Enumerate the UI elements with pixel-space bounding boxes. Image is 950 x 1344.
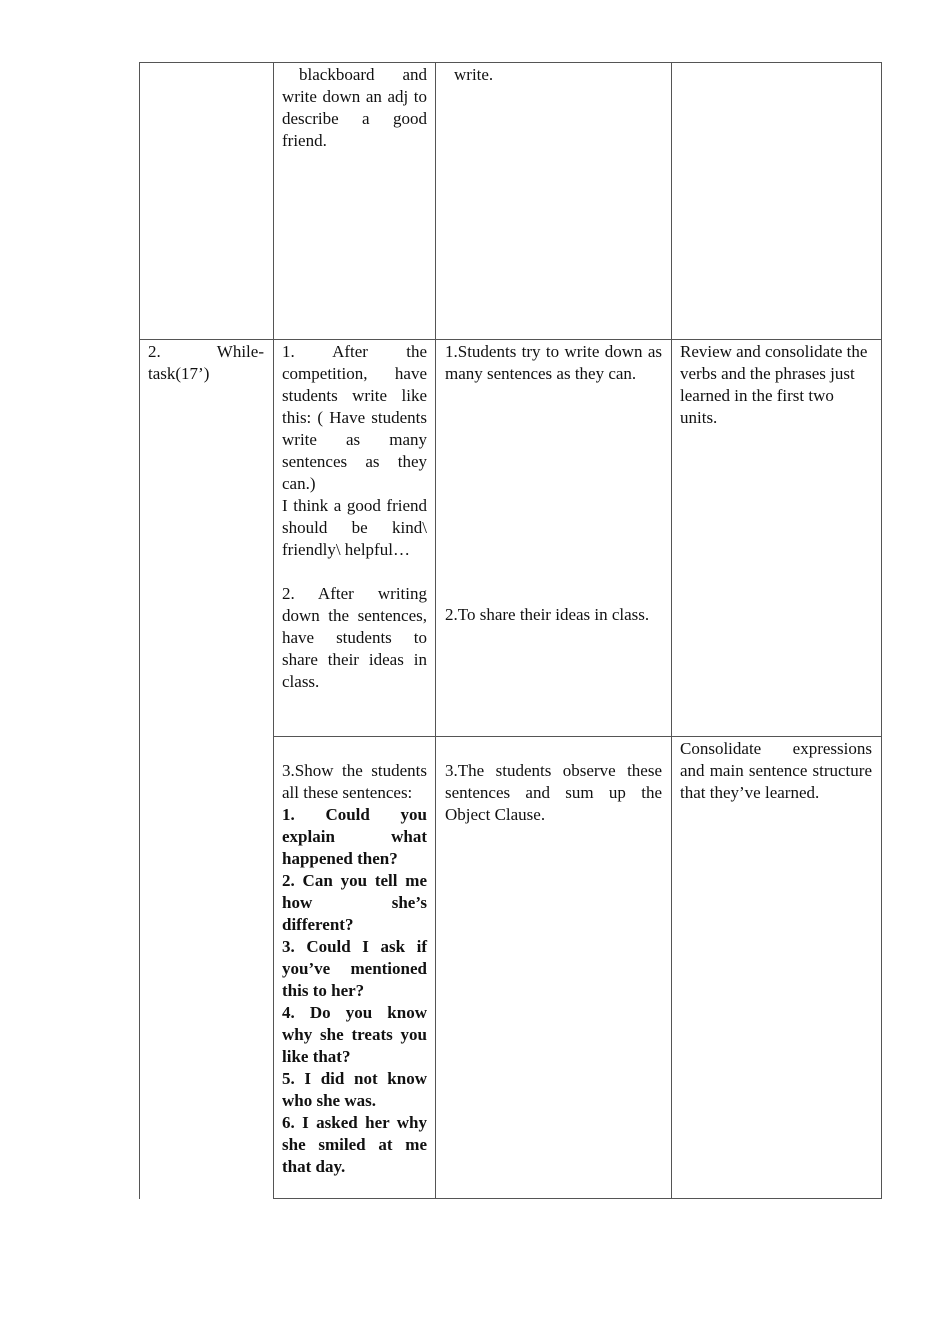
sentence-6: 6. I asked her why she smiled at me that day. [282,1113,427,1176]
stage-label: 2. While-task(17’) [148,342,264,383]
student-activity-cell [445,341,662,385]
purpose-text: Review and consolidate the verbs and the phrases just learned in the first two units. [680,342,868,427]
sentence-5: 5. I did not know who she was. [282,1069,427,1110]
sentences-student-text: 3.The students observe these sentences and sum up the Object Clause. [445,761,662,824]
sentence-4: 4. Do you know why she treats you like that? [282,1003,427,1066]
teacher-item-1: 1. After the competition, have students write like this: ( Have students write as many sentences as they can.) [282,342,427,493]
teacher-item-1-example: I think a good friend should be kind\ friendly\ helpful… [282,496,427,559]
stage-cell [148,341,264,385]
sentences-purpose-cell [680,738,872,804]
student-item-1: 1.Students try to write down as many sentences as they can. [445,342,662,383]
sentence-3: 3. Could I ask if you’ve mentioned this to her? [282,937,427,1000]
top-student-cell [454,64,662,86]
top-student-text: write. [454,65,494,84]
row-divider-2 [273,736,882,737]
purpose-cell [680,341,872,429]
table-border-col3 [671,62,672,1199]
row-divider-1 [139,339,882,340]
table-border-right [881,62,882,1199]
sentences-intro: 3.Show the students all these sentences: [282,761,427,802]
student-activity-cell-2 [445,604,662,626]
table-border-col2 [435,62,436,1199]
top-teacher-text: blackboard and write down an adj to describe a good friend. [282,65,427,150]
sentences-student-cell [445,760,662,826]
table-border-top [139,62,882,63]
top-teacher-cell [282,64,427,152]
table-border-left [139,62,140,1199]
sentences-teacher-cell [282,760,427,1178]
sentence-2: 2. Can you tell me how she’s different? [282,871,427,934]
student-item-2: 2.To share their ideas in class. [445,605,650,624]
sentences-purpose-text: Consolidate expressions and main sentence structure that they’ve learned. [680,739,872,802]
table-border-bottom [273,1198,882,1199]
table-border-col1 [273,62,274,1199]
sentence-1: 1. Could you explain what happened then? [282,805,427,868]
teacher-item-2: 2. After writing down the sentences, have students to share their ideas in class. [282,584,427,691]
teacher-activity-cell [282,341,427,693]
